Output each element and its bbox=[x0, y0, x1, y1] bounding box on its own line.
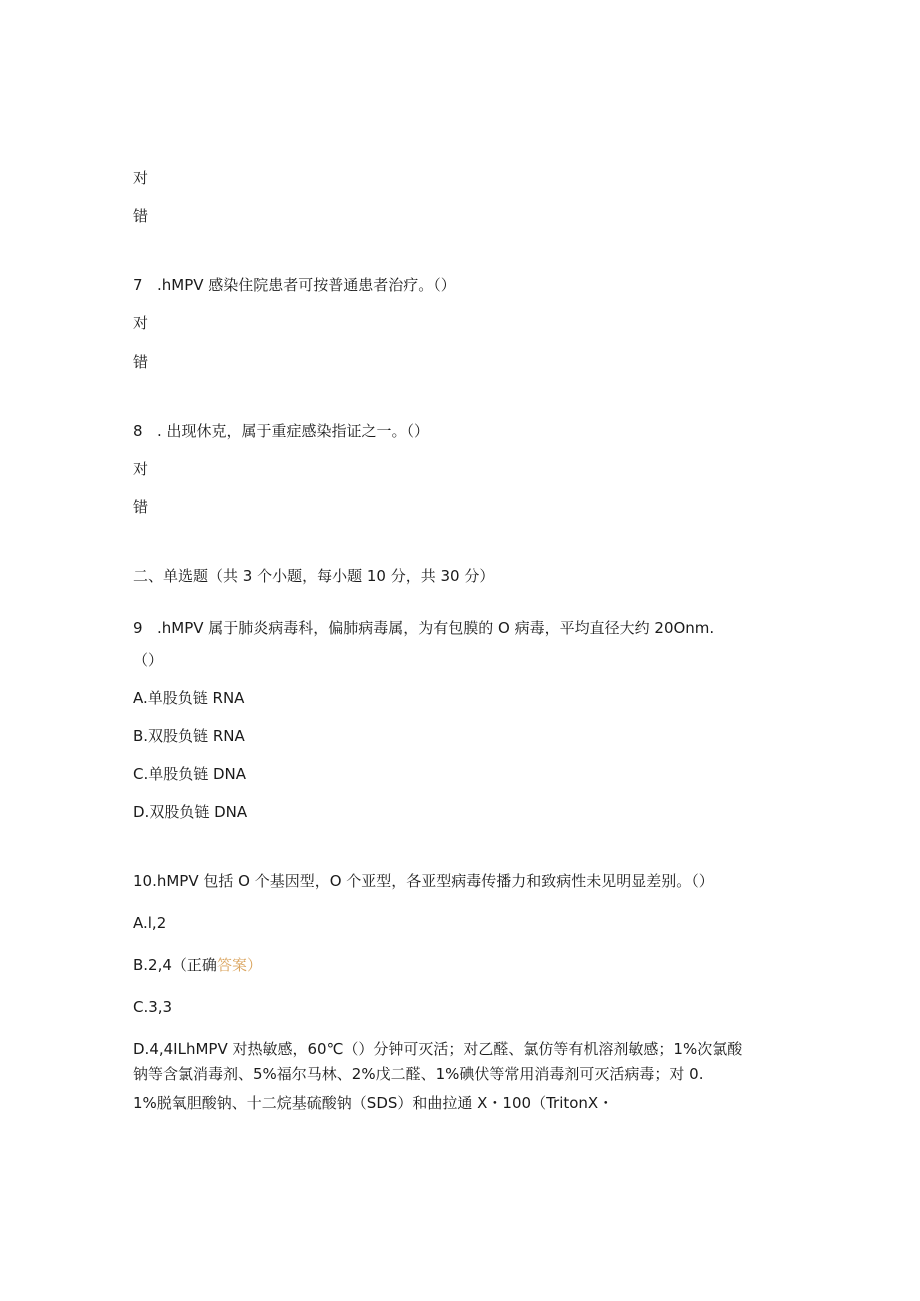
question-10-text: 10.hMPV 包括 O 个基因型，O 个亚型，各亚型病毒传播力和致病性未见明显差别。（） bbox=[133, 872, 714, 890]
question-8-text: . 出现休克，属于重症感染指证之一。（） bbox=[157, 422, 430, 440]
correct-answer-marker: （正确 bbox=[171, 956, 217, 974]
question-10-option-a: A.l,2 bbox=[133, 914, 167, 932]
question-7-number: 7 bbox=[133, 276, 143, 294]
question-10-option-d-line-1: D.4,4ILhMPV 对热敏感，60℃（）分钟可灭活；对乙醛、氯仿等有机溶剂敏感；1%次氯酸 bbox=[133, 1040, 743, 1058]
question-9-option-b: B.双股负链 RNA bbox=[133, 727, 245, 745]
question-10-option-b bbox=[133, 955, 262, 975]
question-7-option-true: 对 bbox=[133, 314, 149, 332]
question-10-option-d-line-2: 钠等含氯消毒剂、5%福尔马林、2%戊二醛、1%碘伏等常用消毒剂可灭活病毒；对 0. bbox=[133, 1065, 704, 1083]
question-8-number: 8 bbox=[133, 422, 143, 440]
question-8 bbox=[133, 421, 429, 441]
correct-answer-label: 答案） bbox=[216, 956, 262, 974]
question-9-text: .hMPV 属于肺炎病毒科，偏肺病毒属，为有包膜的 O 病毒，平均直径大约 20Onm. bbox=[157, 619, 715, 637]
prev-option-false: 错 bbox=[133, 207, 149, 225]
question-9-number: 9 bbox=[133, 619, 143, 637]
question-7-option-false: 错 bbox=[133, 353, 149, 371]
question-9-option-d: D.双股负链 DNA bbox=[133, 803, 248, 821]
question-10-option-b-label: B.2,4 bbox=[133, 956, 172, 974]
question-9-option-c: C.单股负链 DNA bbox=[133, 765, 247, 783]
question-8-option-true: 对 bbox=[133, 460, 149, 478]
section-2-title: 二、单选题（共 3 个小题，每小题 10 分，共 30 分） bbox=[133, 567, 495, 585]
question-9-text-cont: （） bbox=[133, 651, 164, 669]
prev-option-true: 对 bbox=[133, 169, 149, 187]
question-10-option-d-line-3: 1%脱氧胆酸钠、十二烷基硫酸钠（SDS）和曲拉通 X・100（TritonX・ bbox=[133, 1094, 614, 1112]
question-7-text: .hMPV 感染住院患者可按普通患者治疗。（） bbox=[157, 276, 456, 294]
question-10-option-c: C.3,3 bbox=[133, 998, 173, 1016]
question-8-option-false: 错 bbox=[133, 498, 149, 516]
question-7 bbox=[133, 275, 456, 295]
question-9-option-a: A.单股负链 RNA bbox=[133, 689, 245, 707]
question-9 bbox=[133, 618, 714, 638]
